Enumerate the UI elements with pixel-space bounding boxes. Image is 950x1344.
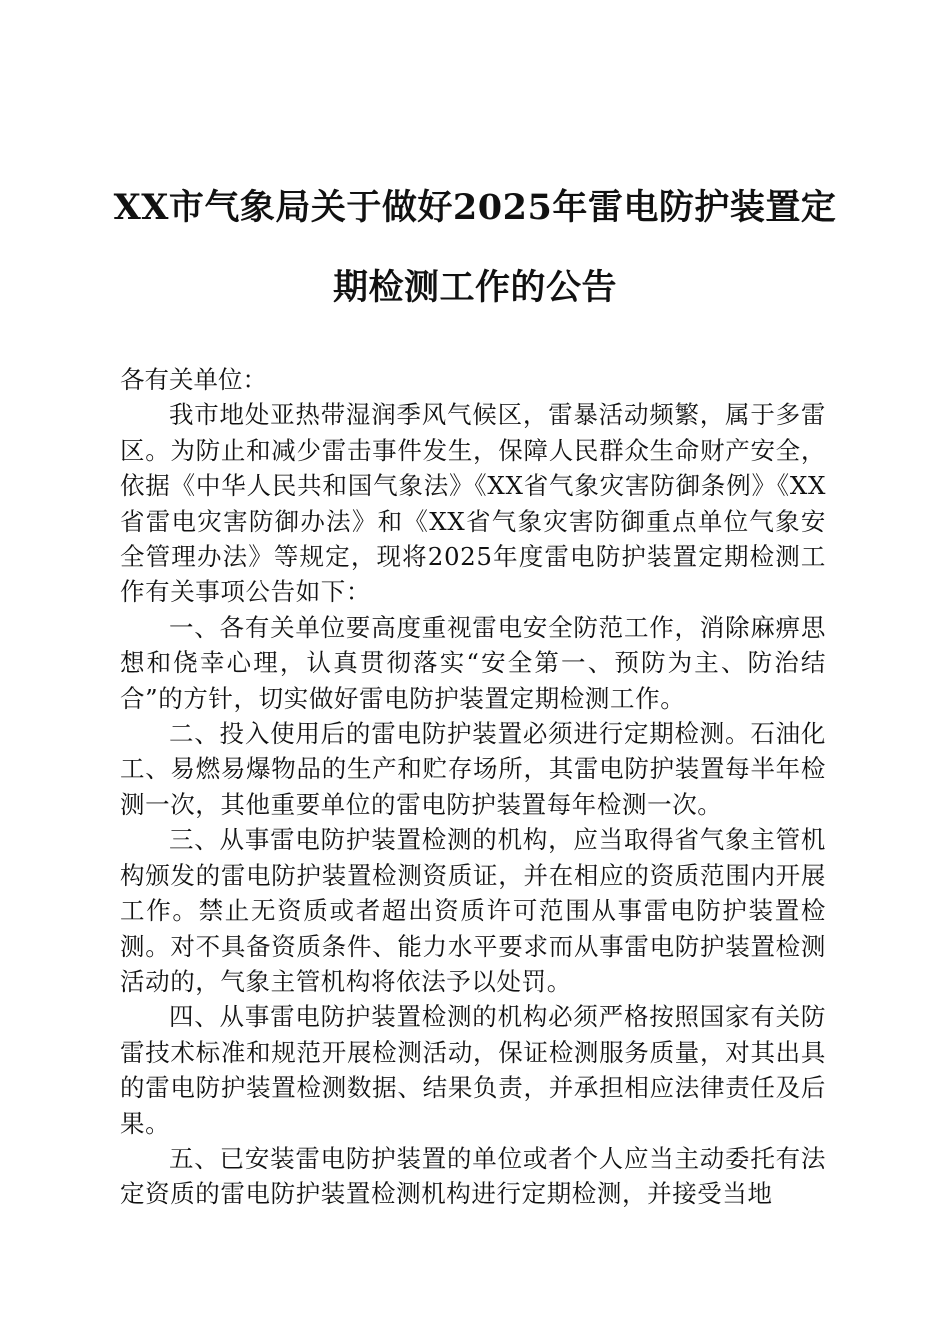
document-body: [120, 362, 826, 1212]
paragraph-item-4: 四、从事雷电防护装置检测的机构必须严格按照国家有关防雷技术标准和规范开展检测活动，保证检测服务质量，对其出具的雷电防护装置检测数据、结果负责，并承担相应法律责任及后果。: [120, 1002, 826, 1138]
paragraph-item-1: 一、各有关单位要高度重视雷电安全防范工作，消除麻痹思想和侥幸心理，认真贯彻落实“安全第一、预防为主、防治结合”的方针，切实做好雷电防护装置定期检测工作。: [120, 612, 826, 713]
document-title: [100, 168, 850, 328]
paragraph-item-3: 三、从事雷电防护装置检测的机构，应当取得省气象主管机构颁发的雷电防护装置检测资质证，并在相应的资质范围内开展工作。禁止无资质或者超出资质许可范围从事雷电防护装置检测。对不具备资质条件、能力水平要求而从事雷电防护装置检测活动的，气象主管机构将依法予以处罚。: [120, 825, 826, 996]
paragraph-item-5: 五、已安装雷电防护装置的单位或者个人应当主动委托有法定资质的雷电防护装置检测机构进行定期检测，并接受当地: [120, 1143, 826, 1209]
title-line-2: 期检测工作的公告: [332, 267, 617, 308]
paragraph-intro: 我市地处亚热带湿润季风气候区，雷暴活动频繁，属于多雷区。为防止和减少雷击事件发生，保障人民群众生命财产安全，依据《中华人民共和国气象法》《XX省气象灾害防御条例》《XX省雷电灾害防御办法》和《XX省气象灾害防御重点单位气象安全管理办法》等规定，现将2025年度雷电防护装置定期检测工作有关事项公告如下：: [120, 400, 826, 607]
title-line-1: XX市气象局关于做好2025年雷电防护装置定: [113, 187, 837, 228]
salutation: 各有关单位：: [120, 365, 267, 394]
paragraph-item-2: 二、投入使用后的雷电防护装置必须进行定期检测。石油化工、易燃易爆物品的生产和贮存场所，其雷电防护装置每半年检测一次，其他重要单位的雷电防护装置每年检测一次。: [120, 719, 826, 819]
